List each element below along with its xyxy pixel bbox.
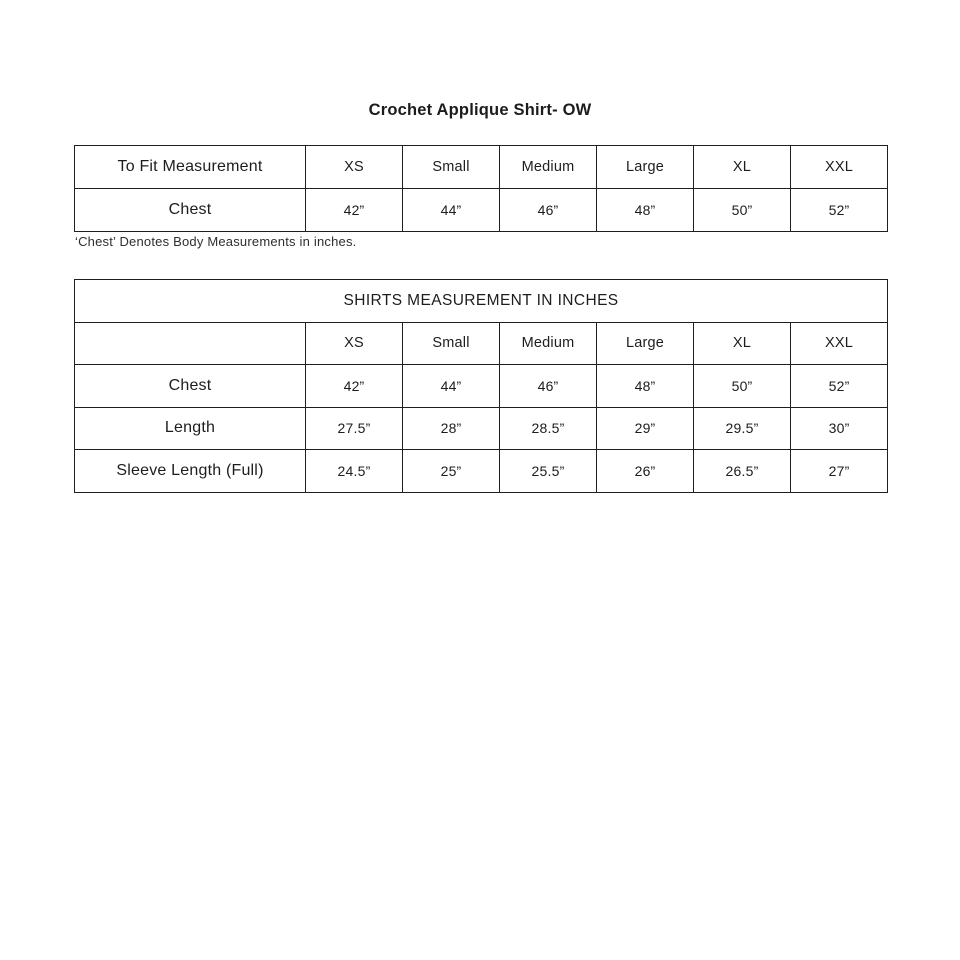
chest-note: ‘Chest’ Denotes Body Measurements in inches. (75, 234, 357, 249)
length-large: 29” (597, 407, 694, 450)
size-header-small: Small (403, 146, 500, 189)
fit-table-header-row (75, 146, 888, 189)
sleeve-xl: 26.5” (694, 450, 791, 493)
shirts-length-row (75, 407, 888, 450)
shirts-chest-medium: 46” (500, 365, 597, 408)
sleeve-xxl: 27” (791, 450, 888, 493)
size-header-medium: Medium (500, 146, 597, 189)
shirts-size-header-large: Large (597, 322, 694, 365)
chest-value-xxl: 52” (791, 189, 888, 232)
shirts-chest-xl: 50” (694, 365, 791, 408)
sleeve-small: 25” (403, 450, 500, 493)
length-xs: 27.5” (306, 407, 403, 450)
chest-value-xl: 50” (694, 189, 791, 232)
shirts-table-title: SHIRTS MEASUREMENT IN INCHES (75, 280, 888, 323)
fit-table-corner-header: To Fit Measurement (75, 146, 306, 189)
sleeve-medium: 25.5” (500, 450, 597, 493)
size-header-large: Large (597, 146, 694, 189)
shirts-sleeve-row (75, 450, 888, 493)
size-header-xxl: XXL (791, 146, 888, 189)
shirts-size-header-medium: Medium (500, 322, 597, 365)
row-label-sleeve-length: Sleeve Length (Full) (75, 450, 306, 493)
sleeve-xs: 24.5” (306, 450, 403, 493)
to-fit-measurement-table (74, 145, 888, 232)
row-label-shirts-chest: Chest (75, 365, 306, 408)
row-label-length: Length (75, 407, 306, 450)
shirts-table-title-row (75, 280, 888, 323)
shirts-measurement-table (74, 279, 888, 493)
shirts-size-header-xxl: XXL (791, 322, 888, 365)
chest-value-large: 48” (597, 189, 694, 232)
chest-value-xs: 42” (306, 189, 403, 232)
shirts-chest-large: 48” (597, 365, 694, 408)
length-xl: 29.5” (694, 407, 791, 450)
shirts-size-header-xl: XL (694, 322, 791, 365)
chest-value-medium: 46” (500, 189, 597, 232)
shirts-chest-xs: 42” (306, 365, 403, 408)
length-medium: 28.5” (500, 407, 597, 450)
page-title: Crochet Applique Shirt- OW (368, 101, 592, 119)
size-header-xl: XL (694, 146, 791, 189)
shirts-table-size-row (75, 322, 888, 365)
shirts-chest-row (75, 365, 888, 408)
length-small: 28” (403, 407, 500, 450)
fit-table-chest-row (75, 189, 888, 232)
shirts-chest-small: 44” (403, 365, 500, 408)
shirts-chest-xxl: 52” (791, 365, 888, 408)
shirts-table-corner-cell (75, 322, 306, 365)
row-label-chest: Chest (75, 189, 306, 232)
size-header-xs: XS (306, 146, 403, 189)
chest-value-small: 44” (403, 189, 500, 232)
sleeve-large: 26” (597, 450, 694, 493)
shirts-size-header-xs: XS (306, 322, 403, 365)
length-xxl: 30” (791, 407, 888, 450)
shirts-size-header-small: Small (403, 322, 500, 365)
